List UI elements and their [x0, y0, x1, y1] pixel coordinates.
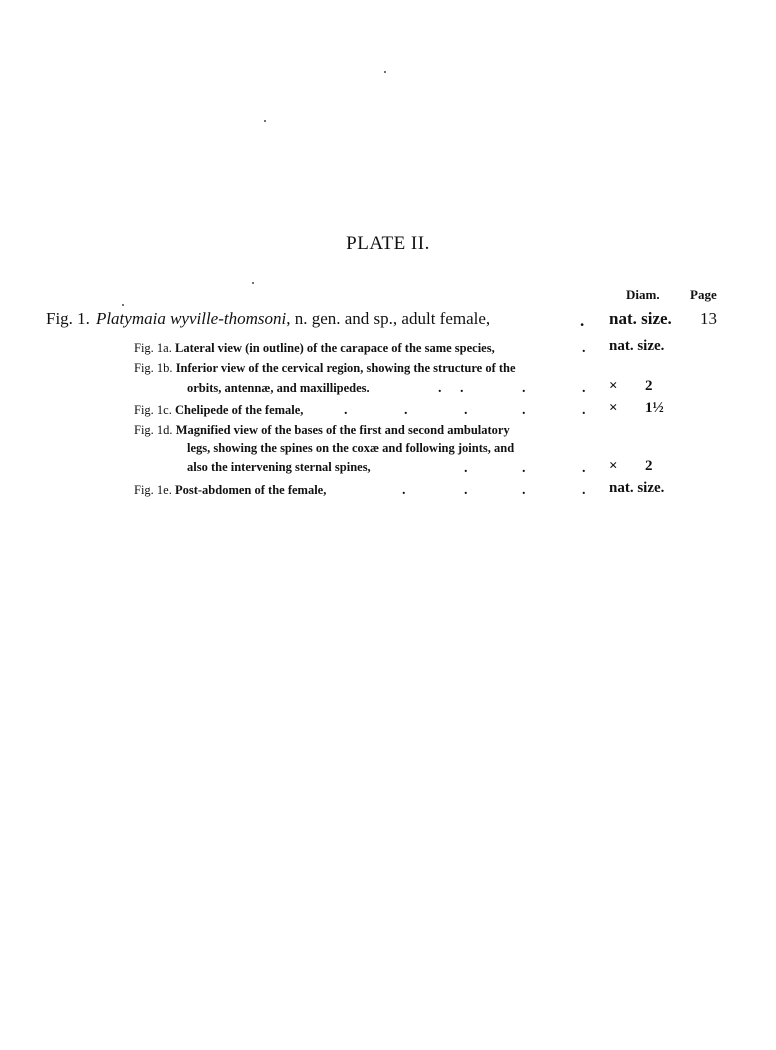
fig-1a-label: Fig. 1a.: [134, 341, 172, 355]
fig-1b-label: Fig. 1b.: [134, 361, 173, 375]
fig-1b-leader-dot: .: [522, 381, 526, 396]
fig-1a-entry: [134, 341, 495, 356]
fig-1b-line-2: orbits, antennæ, and maxillipedes.: [187, 381, 370, 395]
page-column-heading: Page: [690, 287, 717, 302]
fig-1e-leader-dot: .: [522, 483, 526, 498]
fig-1c-leader-dot: .: [464, 403, 468, 418]
fig-1c-leader-dot: .: [522, 403, 526, 418]
scan-speck: [384, 71, 386, 73]
fig-1d-line-2: legs, showing the spines on the coxæ and following joints, and: [187, 441, 515, 455]
fig-1b-diameter: 2: [645, 378, 653, 394]
plate-title: PLATE II.: [346, 233, 430, 254]
fig-1c-diameter: 1½: [645, 400, 664, 416]
fig-1d-leader-dot: .: [522, 461, 526, 476]
fig-1e-entry: [134, 483, 326, 498]
fig-1d-leader-dot: .: [464, 461, 468, 476]
fig-1d-line-3: also the intervening sternal spines,: [187, 460, 371, 474]
fig-1c-entry: [134, 403, 303, 418]
fig-1b-leader-dot: .: [438, 381, 442, 396]
fig-1d-diameter: 2: [645, 458, 653, 474]
fig-1c-label: Fig. 1c.: [134, 403, 172, 417]
fig-1a-line-1: Lateral view (in outline) of the carapace of the same species,: [174, 341, 495, 355]
fig-1d-line-1: Magnified view of the bases of the first and second ambulatory: [175, 423, 510, 437]
fig-1b-entry: [134, 361, 516, 376]
scan-speck: [264, 120, 266, 122]
fig-1-page-number: 13: [700, 309, 717, 328]
fig-1c-leader-dot: .: [344, 403, 348, 418]
fig-1e-leader-dot: .: [402, 483, 406, 498]
fig-1d-leader-dot: .: [582, 461, 586, 476]
fig-1b-line-1: Inferior view of the cervical region, showing the structure of the: [175, 361, 516, 375]
fig-1c-leader-dot: .: [582, 403, 586, 418]
scan-speck: [252, 282, 254, 284]
fig-1e-leader-dot: .: [582, 483, 586, 498]
diam-column-heading: Diam.: [626, 287, 660, 302]
fig-1c-line-1: Chelipede of the female,: [174, 403, 304, 417]
fig-1-label: Fig. 1.: [46, 309, 90, 328]
fig-1-species-name: Platymaia wyville-thomsoni: [95, 309, 287, 328]
fig-1c-leader-dot: .: [404, 403, 408, 418]
fig-1-entry: [46, 309, 490, 329]
fig-1e-line-1: Post-abdomen of the female,: [174, 483, 327, 497]
fig-1a-leader-dot: .: [582, 341, 586, 356]
fig-1e-diameter: nat. size.: [609, 480, 665, 496]
fig-1d-entry: [134, 423, 510, 438]
fig-1-diameter: nat. size.: [609, 309, 672, 328]
fig-1b-leader-dot: .: [460, 381, 464, 396]
fig-1d-label: Fig. 1d.: [134, 423, 173, 437]
fig-1b-multiplier: ×: [609, 378, 618, 394]
scan-speck: [122, 304, 124, 306]
fig-1d-multiplier: ×: [609, 458, 618, 474]
fig-1e-leader-dot: .: [464, 483, 468, 498]
fig-1c-multiplier: ×: [609, 400, 618, 416]
fig-1-description: , n. gen. and sp., adult female,: [286, 309, 491, 328]
fig-1b-leader-dot: .: [582, 381, 586, 396]
fig-1a-diameter: nat. size.: [609, 338, 665, 354]
fig-1-leader-dot: .: [580, 311, 585, 330]
fig-1e-label: Fig. 1e.: [134, 483, 172, 497]
